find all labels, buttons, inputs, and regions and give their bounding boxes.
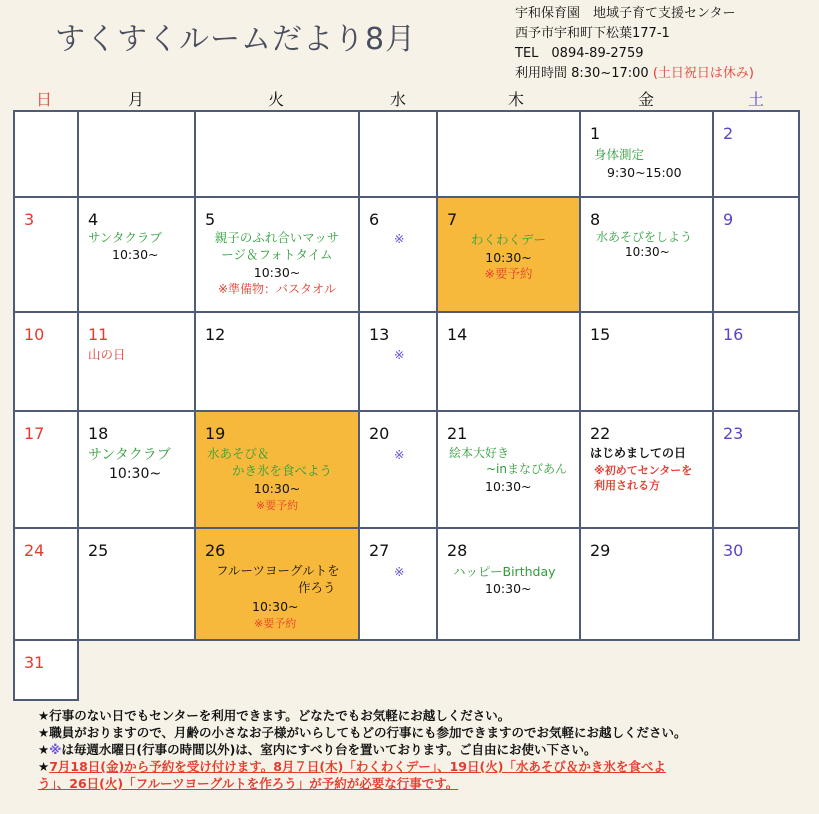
slide-mark: ※ [394, 231, 405, 246]
slide-mark: ※ [394, 447, 405, 462]
calendar-cell-18 [77, 410, 196, 529]
day-number: 12 [205, 325, 226, 344]
calendar-cell-22 [579, 410, 714, 529]
note-3-mark: ※ [49, 742, 62, 757]
calendar-cell-24 [13, 527, 79, 641]
page-title: すくすくルームだより8月 [55, 22, 417, 57]
event-name-line2: ~inまなびあん [486, 462, 567, 476]
day-number: 19 [205, 424, 226, 443]
calendar-cell-empty [436, 110, 581, 198]
note-4-star: ★ [38, 759, 50, 774]
calendar-cell-16 [712, 311, 800, 412]
closed-note: (土日祝日は休み) [652, 66, 754, 81]
day-number: 22 [590, 424, 611, 443]
day-number: 3 [24, 210, 35, 229]
note-3 [38, 741, 818, 758]
event-note: ※準備物：バスタオル [217, 282, 337, 296]
event-note: ※要予約 [254, 617, 297, 630]
calendar-cell-21 [436, 410, 581, 529]
event-time: 10:30~ [485, 581, 532, 596]
calendar-cell-14 [436, 311, 581, 412]
calendar-cell-10 [13, 311, 79, 412]
calendar-cell-empty [77, 110, 196, 198]
day-number: 30 [723, 541, 744, 560]
calendar-cell-9 [712, 196, 800, 313]
event-time: 10:30~ [253, 265, 301, 280]
note-2: ★職員がおりますので、月齢の小さなお子様がいらしてもどの行事にも参加できますのでお気軽にお越しください。 [38, 725, 687, 740]
day-number: 1 [590, 124, 601, 143]
event-name-line1: 水あそび＆ [207, 446, 270, 461]
weekday-wed: 水 [390, 90, 407, 109]
event-time: 10:30~ [112, 247, 159, 262]
event-name-line2: かき氷を食べよう [232, 463, 333, 478]
day-number: 25 [88, 541, 109, 560]
weekday-sat: 土 [748, 90, 765, 109]
calendar-cell-13 [358, 311, 438, 412]
day-number: 17 [24, 424, 45, 443]
weekday-mon: 月 [128, 90, 145, 109]
calendar-cell-3 [13, 196, 79, 313]
day-number: 29 [590, 541, 611, 560]
event-name: ハッピーBirthday [453, 564, 556, 579]
note-3-text: は毎週水曜日(行事の時間以外)は、室内にすべり台を置いております。ご自由にお使い下さい。 [61, 742, 597, 757]
day-number: 28 [447, 541, 468, 560]
day-number: 15 [590, 325, 611, 344]
day-number: 18 [88, 424, 109, 443]
calendar-cell-empty [13, 110, 79, 198]
event-name: わくわくデー [470, 232, 546, 247]
day-number: 24 [24, 541, 45, 560]
event-note-line2: 利用される方 [594, 479, 660, 492]
calendar-cell-5 [194, 196, 360, 313]
event-name: はじめましての日 [590, 446, 687, 460]
event-time: 10:30~ [485, 250, 532, 265]
weekday-tue: 火 [268, 90, 285, 109]
event-name-line2: 作ろう [298, 580, 336, 595]
weekday-sun: 日 [36, 90, 53, 109]
calendar-cell-27 [358, 527, 438, 641]
event-time: 10:30~ [485, 479, 532, 494]
slide-mark: ※ [394, 564, 405, 579]
day-number: 21 [447, 424, 468, 443]
note-4 [38, 758, 818, 775]
calendar-cell-4 [77, 196, 196, 313]
calendar-cell-15 [579, 311, 714, 412]
day-number: 27 [369, 541, 390, 560]
holiday-name: 山の日 [88, 347, 126, 362]
notes [38, 707, 818, 792]
calendar-cell-2 [712, 110, 800, 198]
calendar-cell-11 [77, 311, 196, 412]
event-time: 10:30~ [253, 481, 301, 496]
day-number: 20 [369, 424, 390, 443]
day-number: 9 [723, 210, 734, 229]
event-time: 9:30~15:00 [607, 165, 682, 180]
event-time: 10:30~ [252, 599, 299, 614]
note-4-line1: 7月18日(金)から予約を受け付けます。8月７日(木)「わくわくデー」、19日(火)「水あそび＆かき氷を食べよ [49, 759, 666, 774]
hours-line [515, 64, 754, 84]
event-time: 10:30~ [109, 466, 162, 482]
calendar-cell-12 [194, 311, 360, 412]
weekday-fri: 金 [638, 90, 655, 109]
day-number: 14 [447, 325, 468, 344]
calendar-cell-31 [13, 639, 79, 701]
event-note: ※要予約 [255, 499, 299, 512]
event-name-line1: フルーツヨーグルトを [216, 563, 340, 578]
note-3-star: ★ [38, 742, 50, 757]
phone: TEL 0894-89-2759 [515, 46, 644, 61]
calendar-cell-30 [712, 527, 800, 641]
day-number: 4 [88, 210, 99, 229]
calendar-cell-28 [436, 527, 581, 641]
calendar-cell-23 [712, 410, 800, 529]
calendar-cell-19 [194, 410, 360, 529]
event-name-line2: ージ＆フォトタイム [221, 247, 333, 262]
event-name: サンタクラブ [88, 230, 162, 245]
note-4-line2: う」、26日(火)「フルーツヨーグルトを作ろう」が予約が必要な行事です。 [38, 776, 459, 791]
calendar-cell-6 [358, 196, 438, 313]
day-number: 2 [723, 124, 734, 143]
calendar-cell-1 [579, 110, 714, 198]
day-number: 31 [24, 653, 45, 672]
note-4b [38, 775, 818, 792]
calendar-cell-17 [13, 410, 79, 529]
event-name: 水あそびをしよう [596, 230, 693, 244]
event-name: サンタクラブ [88, 447, 171, 463]
day-number: 11 [88, 325, 109, 344]
calendar-cell-29 [579, 527, 714, 641]
day-number: 26 [205, 541, 226, 560]
center-info [515, 4, 754, 84]
address: 西予市宇和町下松葉177-1 [515, 26, 670, 41]
calendar-grid [13, 110, 800, 717]
calendar-cell-26 [194, 527, 360, 641]
day-number: 5 [205, 210, 216, 229]
day-number: 13 [369, 325, 390, 344]
event-name: 身体測定 [594, 147, 645, 162]
event-note-line1: ※初めてセンターを [594, 464, 693, 477]
calendar-cell-7 [436, 196, 581, 313]
calendar-cell-20 [358, 410, 438, 529]
day-number: 7 [447, 210, 458, 229]
day-number: 23 [723, 424, 744, 443]
day-number: 6 [369, 210, 380, 229]
slide-mark: ※ [394, 347, 405, 362]
day-number: 10 [24, 325, 45, 344]
calendar-cell-8 [579, 196, 714, 313]
org-name: 宇和保育園 地域子育て支援センター [515, 6, 736, 21]
event-name-line1: 絵本大好き [449, 446, 510, 460]
weekday-thu: 木 [508, 90, 525, 109]
event-note: ※要予約 [484, 266, 533, 281]
day-number: 16 [723, 325, 744, 344]
calendar-cell-empty [358, 110, 438, 198]
event-name-line1: 親子のふれ合いマッサ [214, 230, 340, 245]
note-1: ★行事のない日でもセンターを利用できます。どなたでもお気軽にお越しください。 [38, 708, 511, 723]
event-time: 10:30~ [625, 245, 670, 259]
day-number: 8 [590, 210, 601, 229]
calendar-cell-25 [77, 527, 196, 641]
hours: 利用時間 8:30~17:00 [515, 66, 649, 81]
calendar-cell-empty [194, 110, 360, 198]
